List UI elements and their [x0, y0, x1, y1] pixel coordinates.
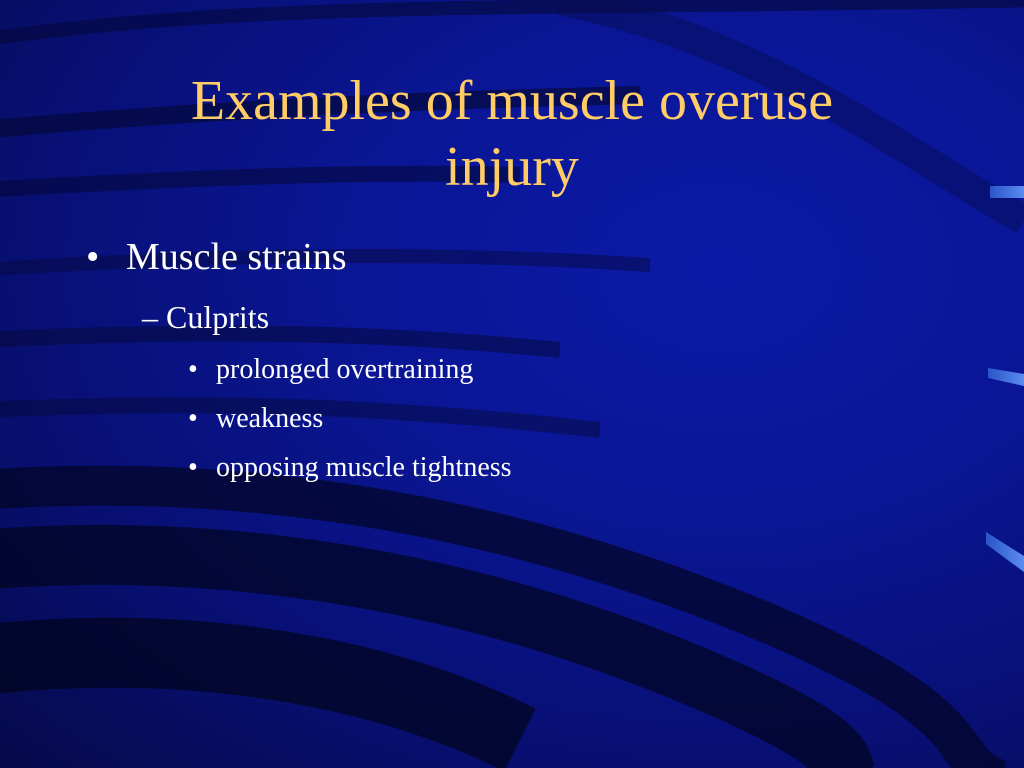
slide-title-line-1: Examples of muscle overuse — [190, 70, 834, 132]
bullet-marker: • — [188, 452, 198, 483]
bullet-marker: • — [188, 403, 198, 434]
bullet-text: opposing muscle tightness — [216, 452, 512, 483]
slide-title-line-2: injury — [445, 136, 579, 198]
bullet-marker: • — [86, 236, 100, 278]
bullet-level-2 — [142, 297, 269, 337]
bullet-text: prolonged overtraining — [216, 354, 474, 385]
bullet-marker: • — [188, 354, 198, 385]
bullet-level-3 — [188, 451, 512, 485]
bullet-marker: – — [142, 299, 158, 335]
bullet-level-1 — [86, 234, 347, 280]
bullet-level-3 — [188, 353, 473, 387]
bullet-level-3 — [188, 402, 323, 436]
bullet-text: weakness — [216, 403, 324, 434]
bullet-text: Muscle strains — [126, 236, 347, 278]
bullet-text: Culprits — [166, 299, 270, 335]
